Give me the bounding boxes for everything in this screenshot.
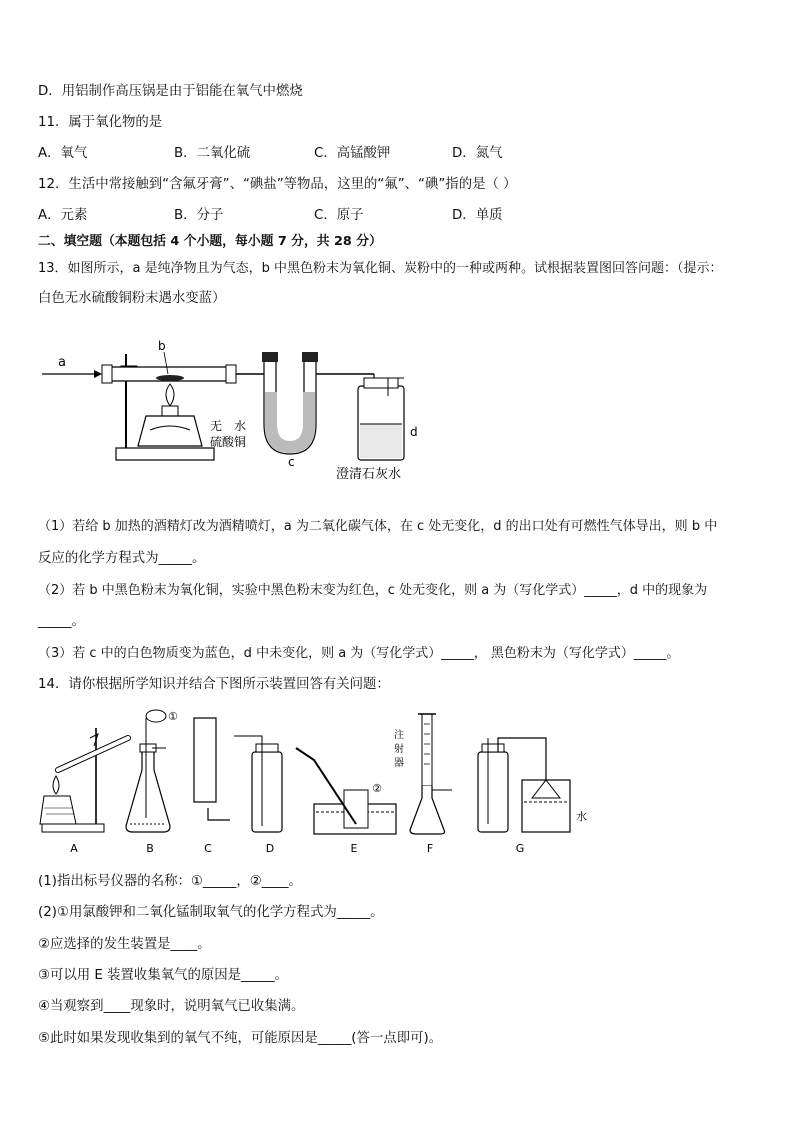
flame [166,384,174,406]
label-syringe-2: 射 [394,744,404,755]
label-apparatus-d: D [265,842,275,855]
q14-part5: ④当观察到____现象时，说明氧气已收集满。 [38,999,305,1014]
alcohol-lamp [138,416,202,446]
lamp-wick-holder [162,406,178,416]
q13-part1-line2: 反应的化学方程式为_____。 [38,551,206,566]
label-apparatus-g: G [515,842,525,855]
q13-part3: （3）若 c 中的白色物质变为蓝色，d 中未变化，则 a 为（写化学式）_____， 黑色粉末为（写化学式）_____。 [38,646,680,661]
q12-stem: 12．生活中常接触到“含氟牙膏”、“碘盐”等物品，这里的“氟”、“碘”指的是（ ） [38,177,517,192]
q13-part2-line2: _____。 [38,614,85,629]
label-b: b [158,339,166,353]
prev-option-d: D．用铝制作高压锅是由于铝能在氧气中燃烧 [38,84,303,99]
apparatus-d-bottle [252,752,282,832]
q13-apparatus-figure [38,336,428,486]
apparatus-b-flask [126,748,170,832]
q14-part2: (2)①用氯酸钾和二氧化锰制取氧气的化学方程式为_____。 [38,905,384,920]
label-apparatus-c: C [204,842,212,855]
label-cuso4-line1: 无 水 [210,419,247,433]
apparatus-a-base [42,824,104,832]
q14-part3: ②应选择的发生装置是____。 [38,937,211,952]
q12-option-c: C．原子 [314,208,364,223]
label-c: c [288,455,295,469]
label-d: d [410,425,418,439]
q11-stem: 11．属于氧化物的是 [38,115,163,130]
q14-apparatus-svg [38,708,598,860]
u-tube-stopper-right [302,352,318,362]
q14-part4: ③可以用 E 装置收集氧气的原因是_____。 [38,968,288,983]
q12-option-d: D．单质 [452,208,503,223]
black-powder-b [156,375,184,381]
q13-stem-line1: 13．如图所示，a 是纯净物且为气态，b 中黑色粉末为氧化铜、炭粉中的一种或两种。试根据装置图回答问题：（提示： [38,261,723,276]
q13-stem-line2: 白色无水硫酸铜粉末遇水变蓝） [38,291,226,306]
mark-1: ① [168,710,178,723]
label-syringe-3: 器 [394,758,404,769]
apparatus-a-test-tube-inner [58,738,128,770]
q12-option-b: B．分子 [174,208,224,223]
apparatus-a-lamp [40,796,76,824]
q12-option-a: A．元素 [38,208,88,223]
apparatus-b-funnel [146,710,166,722]
u-tube-stopper-left [262,352,278,362]
q14-stem: 14．请你根据所学知识并结合下图所示装置回答有关问题： [38,677,390,692]
label-syringe-1: 注 [394,730,404,741]
q14-apparatus-figure [38,708,598,860]
q13-apparatus-svg [38,336,428,486]
label-cuso4-line2: 硫酸铜 [210,435,247,449]
label-apparatus-f: F [426,842,434,855]
label-apparatus-b: B [146,842,154,855]
mark-2: ② [372,782,382,795]
q13-part2-line1: （2）若 b 中黑色粉末为氧化铜，实验中黑色粉末变为红色，c 处无变化，则 a 为（写化学式）_____，d 中的现象为 [38,583,708,598]
label-water: 水 [576,810,587,823]
q11-option-b: B．二氧化硫 [174,146,251,161]
bottle-stopper [364,378,398,388]
q11-option-a: A．氧气 [38,146,88,161]
q11-option-c: C．高锰酸钾 [314,146,391,161]
q14-part1: (1)指出标号仪器的名称：①_____，②____。 [38,874,302,889]
apparatus-c-tube [208,808,230,820]
tube-stopper-right [226,365,236,383]
label-apparatus-e: E [350,842,358,855]
gas-inlet-arrowhead [94,370,102,378]
apparatus-c-bottle [194,718,216,802]
section-heading: 二、填空题（本题包括 4 个小题，每小题 7 分，共 28 分） [38,234,382,249]
apparatus-a-clamp [90,734,98,746]
apparatus-f-flask [410,786,445,834]
apparatus-f-syringe [422,714,432,786]
limewater-liquid [360,424,402,458]
q11-option-d: D．氮气 [452,146,503,161]
apparatus-a-flame [53,776,59,794]
label-a: a [58,355,66,370]
tube-stopper-left [102,365,112,383]
q13-part1-line1: （1）若给 b 加热的酒精灯改为酒精喷灯，a 为二氧化碳气体，在 c 处无变化，d 的出口处有可燃性气体导出，则 b 中 [38,519,718,534]
u-tube-inner [276,362,304,442]
apparatus-g-stopper [482,744,504,752]
iron-stand-base [116,448,214,460]
anhydrous-cuso4-fill [265,392,315,453]
apparatus-g-bottle [478,752,508,832]
label-apparatus-a: A [70,842,78,855]
label-limewater: 澄清石灰水 [336,467,402,482]
q14-part6: ⑤此时如果发现收集到的氧气不纯，可能原因是_____(答一点即可)。 [38,1031,443,1046]
apparatus-d-stopper [256,744,278,752]
